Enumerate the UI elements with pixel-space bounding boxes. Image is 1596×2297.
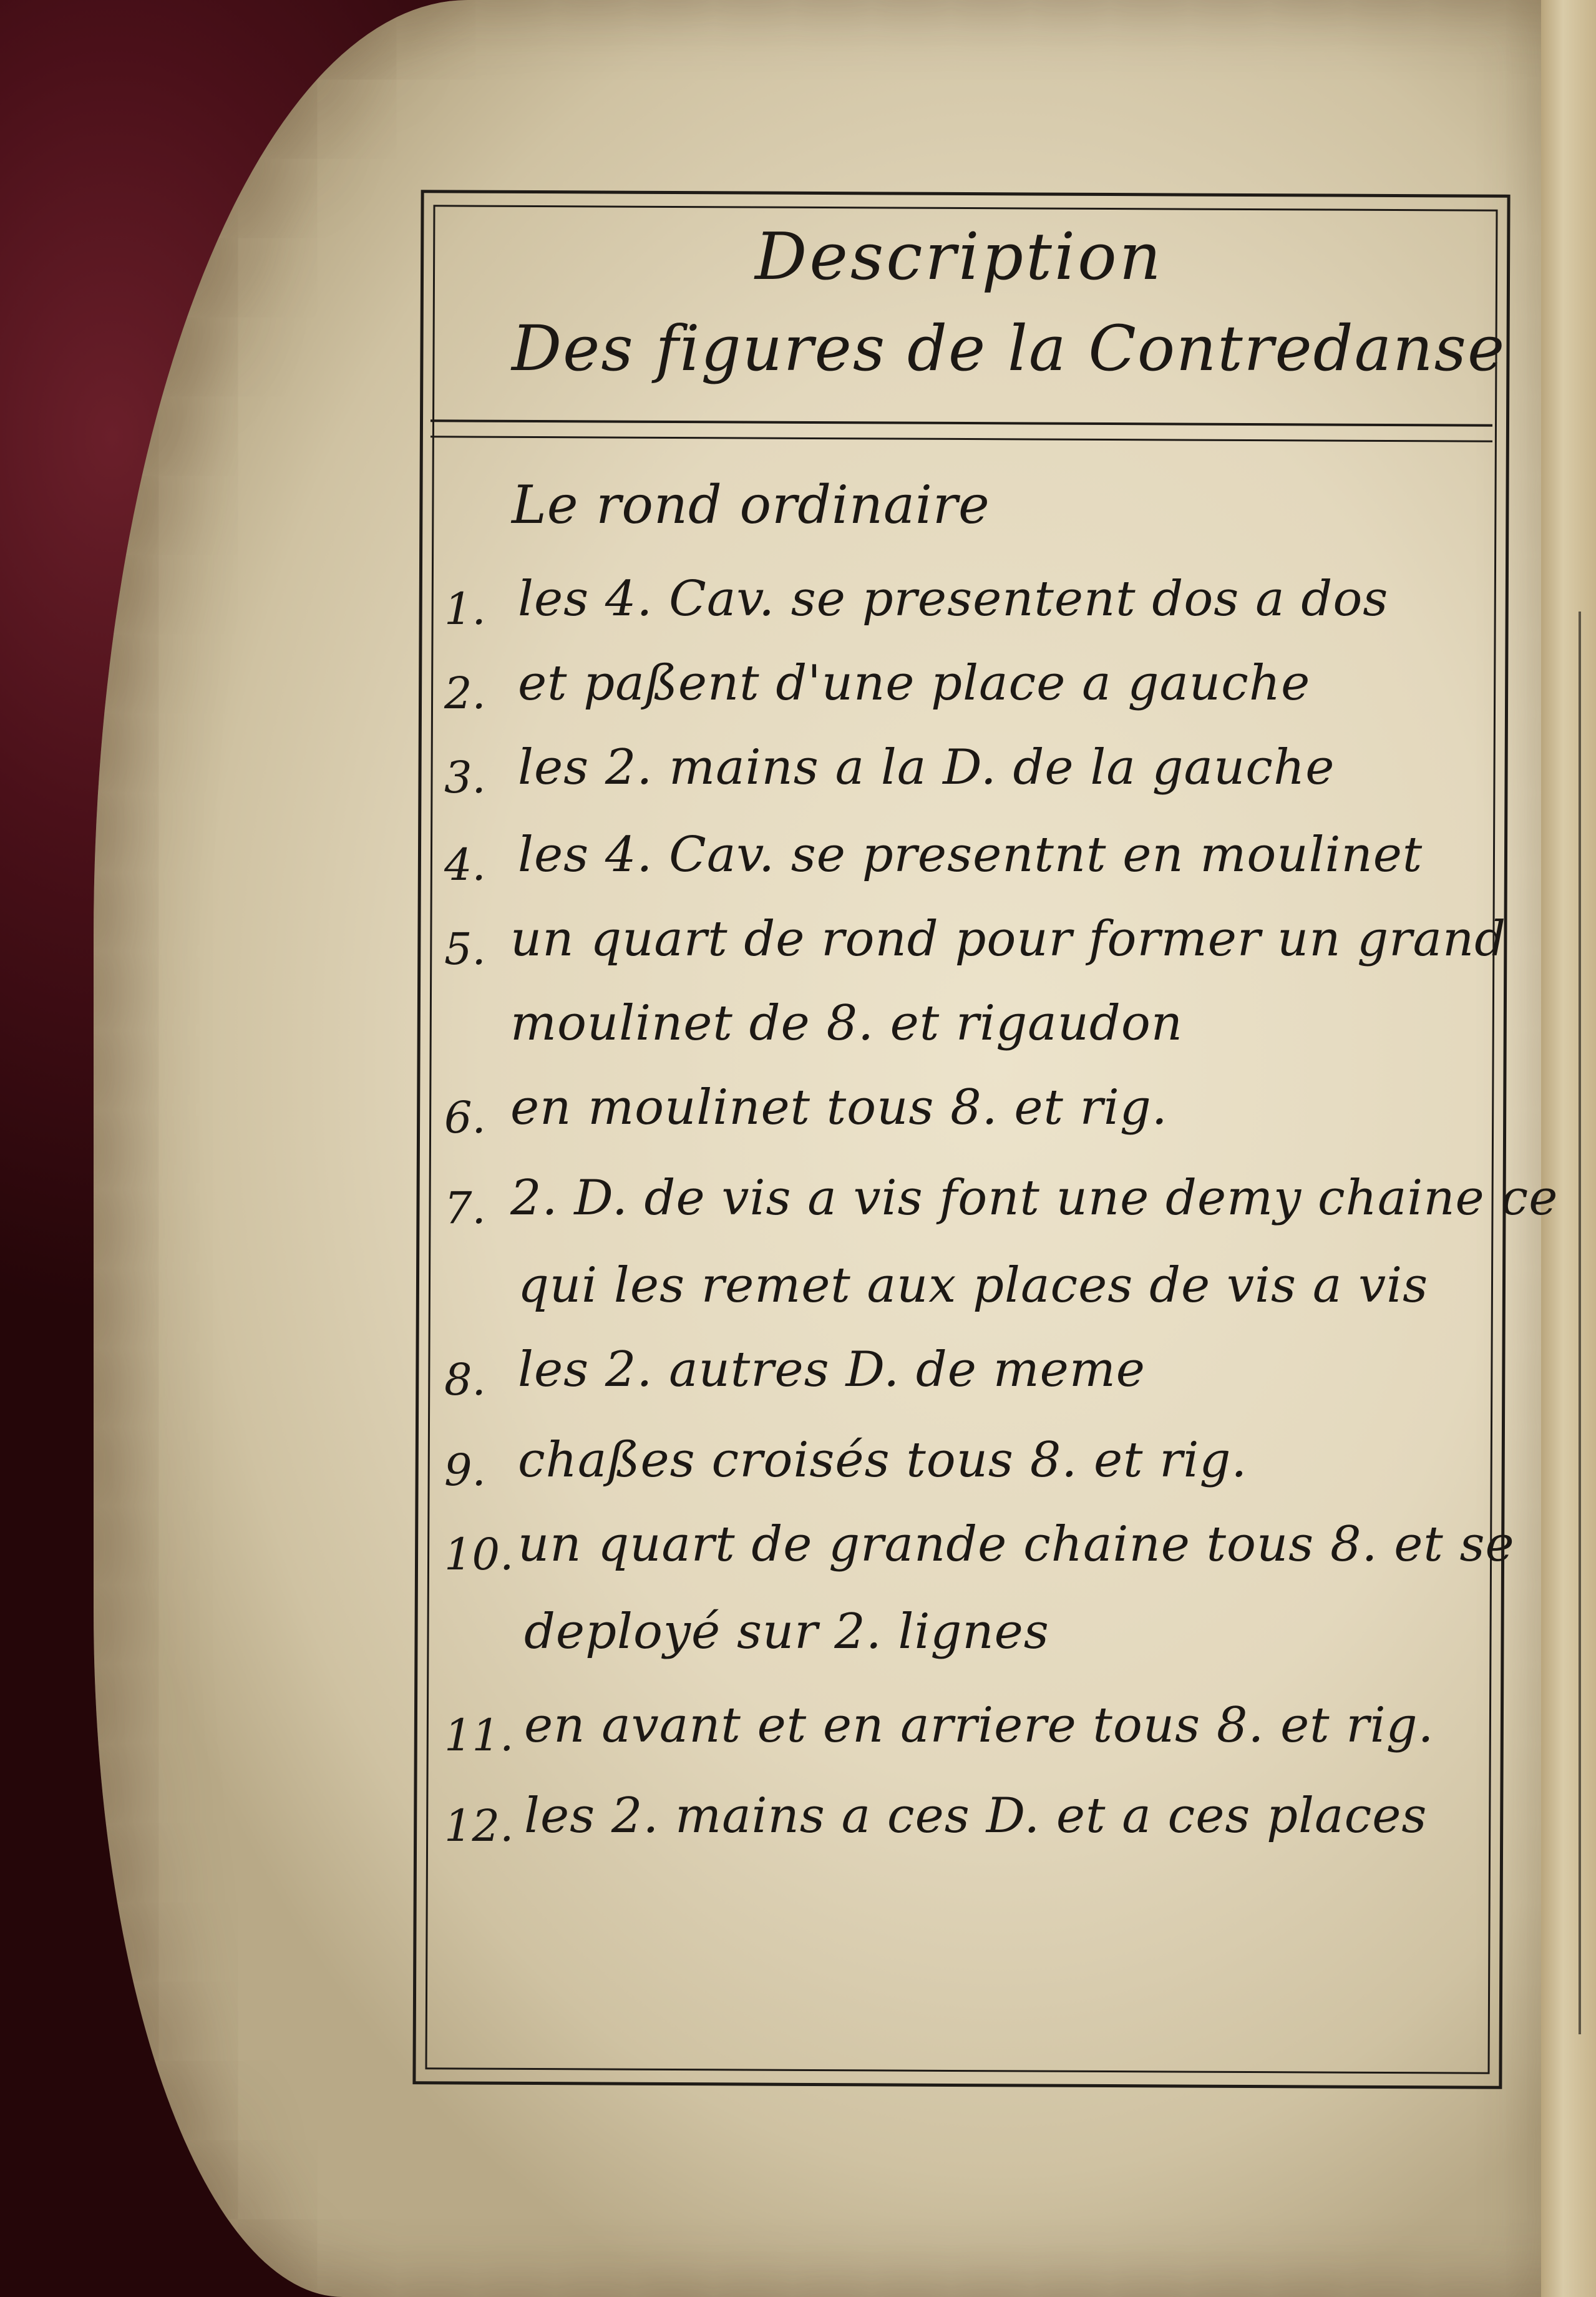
item-number: 7. — [444, 1183, 486, 1234]
item-text: chaßes croisés tous 8. et rig. — [518, 1432, 1248, 1488]
item-text: les 4. Cav. se presentnt en moulinet — [518, 827, 1423, 883]
item-number: 6. — [444, 1092, 486, 1143]
item-number: 1. — [444, 583, 486, 635]
item-text-continued: deployé sur 2. lignes — [524, 1604, 1049, 1660]
item-text: et paßent d'une place a gauche — [518, 655, 1311, 711]
facing-page-edge — [1541, 0, 1596, 2297]
item-text: les 2. autres D. de meme — [518, 1342, 1146, 1398]
item-text-continued: moulinet de 8. et rigaudon — [510, 995, 1184, 1051]
item-text: 2. D. de vis a vis font une demy chaine ce — [510, 1170, 1559, 1226]
item-text-continued: qui les remet aux places de vis a vis — [518, 1257, 1429, 1314]
page-title-subline: Des figures de la Contredanse — [512, 312, 1506, 385]
facing-page-frame-rule — [1579, 612, 1585, 2034]
item-number: 12. — [444, 1800, 514, 1851]
item-text: un quart de rond pour former un grand — [510, 911, 1507, 967]
item-number: 8. — [444, 1354, 486, 1405]
item-text: en avant et en arriere tous 8. et rig. — [524, 1697, 1434, 1753]
item-text: les 2. mains a la D. de la gauche — [518, 739, 1335, 796]
item-text: les 2. mains a ces D. et a ces places — [524, 1788, 1428, 1844]
item-number: 2. — [444, 668, 486, 719]
section-heading: Le rond ordinaire — [512, 474, 990, 535]
item-text: en moulinet tous 8. et rig. — [510, 1080, 1168, 1136]
item-number: 11. — [444, 1710, 514, 1761]
item-number: 4. — [444, 839, 486, 890]
page-title: Description — [755, 218, 1164, 295]
item-number: 9. — [444, 1445, 486, 1496]
item-text: les 4. Cav. se presentent dos a dos — [518, 571, 1389, 627]
item-number: 3. — [444, 752, 486, 803]
item-text: un quart de grande chaine tous 8. et se — [518, 1516, 1515, 1573]
item-number: 5. — [444, 924, 486, 975]
item-number: 10. — [444, 1529, 514, 1580]
